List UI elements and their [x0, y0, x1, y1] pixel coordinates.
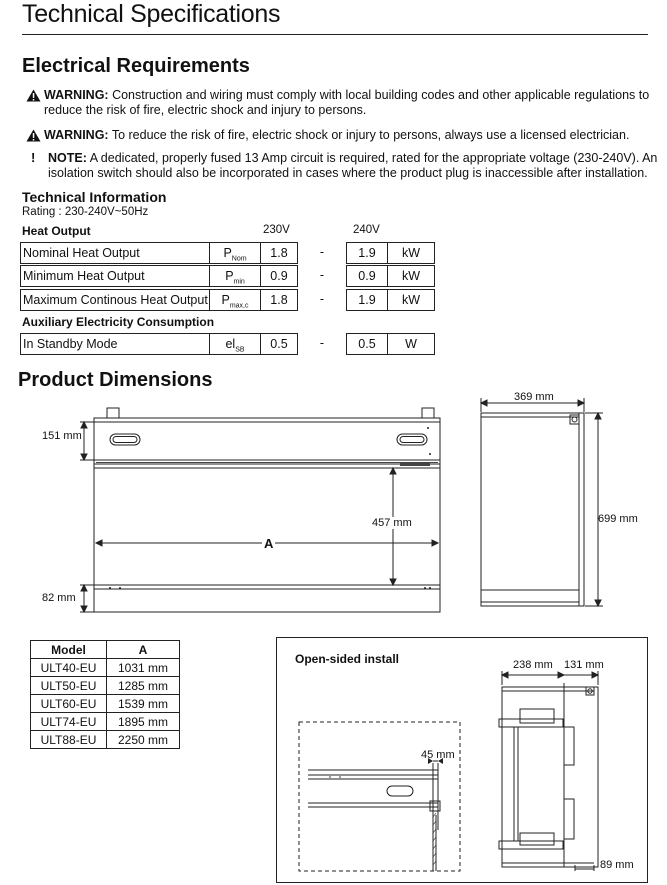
dim-151: 151 mm — [42, 430, 82, 442]
a-cell: 2250 mm — [107, 731, 180, 749]
row-symbol: $el_{SB}$ — [209, 333, 261, 355]
side-view-drawing — [475, 395, 610, 615]
value-230: 0.9 — [260, 265, 298, 287]
dim-131: 131 mm — [564, 659, 604, 671]
warning-icon — [26, 89, 41, 102]
row-label: In Standby Mode — [20, 333, 210, 355]
unit: W — [387, 333, 435, 355]
warning-1 — [44, 88, 654, 103]
dimensions-heading: Product Dimensions — [18, 369, 213, 391]
value-240: 0.5 — [346, 333, 388, 355]
unit: kW — [387, 289, 435, 311]
table-row — [31, 695, 180, 713]
warning-1-cont: reduce the risk of fire, electric shock and injury to persons. — [44, 103, 367, 117]
col-a: A — [107, 641, 180, 659]
note-label: NOTE: — [48, 151, 87, 165]
value-240: 1.9 — [346, 289, 388, 311]
model-table-header — [31, 641, 180, 659]
col-230v: 230V — [263, 224, 290, 236]
dim-699: 699 mm — [598, 513, 638, 525]
model-cell: ULT60-EU — [31, 695, 107, 713]
value-230: 1.8 — [260, 242, 298, 264]
warning-1-text-a: Construction and wiring must comply with local building codes and other applicable regulations to — [112, 88, 650, 102]
unit: kW — [387, 242, 435, 264]
dim-89: 89 mm — [600, 859, 634, 871]
note — [48, 151, 663, 166]
rating: Rating : 230-240V~50Hz — [22, 206, 149, 218]
dash: - — [319, 245, 325, 259]
table-row — [31, 659, 180, 677]
warning-icon — [26, 129, 41, 142]
model-cell: ULT40-EU — [31, 659, 107, 677]
table-row — [31, 677, 180, 695]
row-symbol: $P_{Nom}$ — [209, 242, 261, 264]
electrical-heading: Electrical Requirements — [22, 55, 250, 77]
technical-heading: Technical Information — [22, 189, 167, 205]
warning-1-label: WARNING: — [44, 88, 109, 102]
model-cell: ULT88-EU — [31, 731, 107, 749]
dim-369: 369 mm — [514, 391, 554, 403]
dim-82: 82 mm — [42, 592, 76, 604]
page-title: Technical Specifications — [22, 0, 281, 28]
note-exclamation-icon: ! — [31, 150, 36, 165]
model-cell: ULT74-EU — [31, 713, 107, 731]
front-view-drawing — [30, 400, 455, 615]
dash: - — [319, 292, 325, 306]
col-240v: 240V — [353, 224, 380, 236]
note-cont: isolation switch should also be incorporated in cases where the product plug is inaccessible after installation. — [48, 166, 648, 180]
table-row — [31, 713, 180, 731]
warning-2-text: To reduce the risk of fire, electric shock or injury to persons, always use a licensed electrician. — [111, 128, 630, 142]
row-symbol: $P_{max,c}$ — [209, 289, 261, 311]
value-230: 1.8 — [260, 289, 298, 311]
dim-457: 457 mm — [372, 517, 412, 529]
model-cell: ULT50-EU — [31, 677, 107, 695]
unit: kW — [387, 265, 435, 287]
aux-label: Auxiliary Electricity Consumption — [22, 315, 215, 329]
a-cell: 1031 mm — [107, 659, 180, 677]
note-text-a: A dedicated, properly fused 13 Amp circuit is required, rated for the appropriate voltage (230-240V). An — [89, 151, 658, 165]
a-cell: 1285 mm — [107, 677, 180, 695]
row-label: Minimum Heat Output — [20, 265, 210, 287]
model-table — [30, 640, 180, 749]
value-240: 1.9 — [346, 242, 388, 264]
row-label: Nominal Heat Output — [20, 242, 210, 264]
dim-a: A — [264, 536, 274, 551]
table-row — [31, 731, 180, 749]
dim-45: 45 mm — [421, 749, 455, 761]
dim-238: 238 mm — [513, 659, 553, 671]
a-cell: 1539 mm — [107, 695, 180, 713]
row-label: Maximum Continous Heat Output — [20, 289, 210, 311]
warning-2 — [44, 128, 659, 143]
a-cell: 1895 mm — [107, 713, 180, 731]
col-model: Model — [31, 641, 107, 659]
heat-output-label: Heat Output — [22, 224, 91, 238]
open-sided-title: Open-sided install — [295, 652, 400, 666]
open-sided-drawing — [290, 655, 645, 881]
warning-2-label: WARNING: — [44, 128, 109, 142]
dash: - — [319, 336, 325, 350]
row-symbol: $P_{min}$ — [209, 265, 261, 287]
dash: - — [319, 268, 325, 282]
value-240: 0.9 — [346, 265, 388, 287]
title-rule — [22, 34, 648, 35]
value-230: 0.5 — [260, 333, 298, 355]
